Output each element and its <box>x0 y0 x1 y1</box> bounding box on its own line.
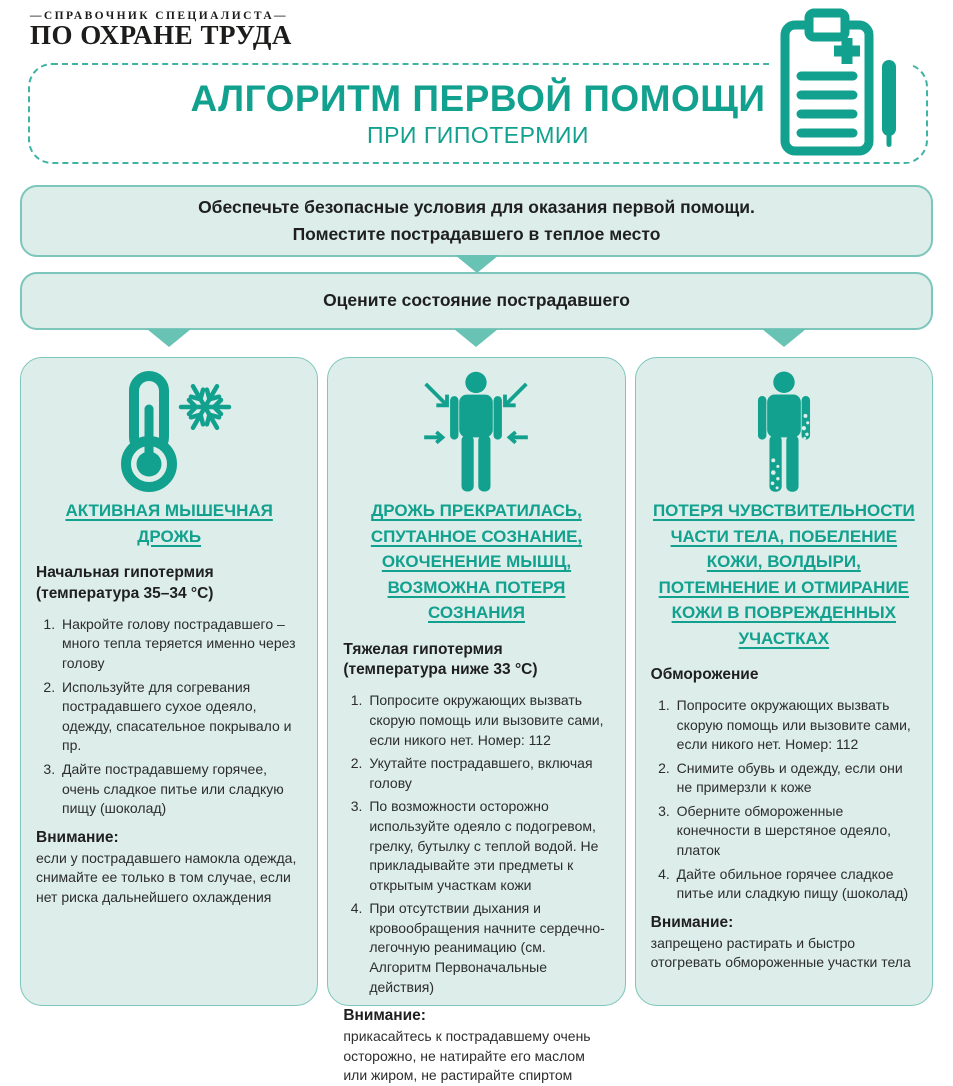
arrow-down-icon <box>762 329 806 347</box>
flow-step-safety <box>20 185 933 257</box>
steps-list <box>36 615 302 819</box>
step-item: 2. Укутайте пострадавшего, включая голову <box>366 754 609 793</box>
step-item: 2. Снимите обувь и одежду, если они не примерзли к коже <box>674 759 917 798</box>
flow-step-assess <box>20 272 933 330</box>
flow-step-assess-text: Оцените состояние пострадавшего <box>323 290 630 311</box>
page-subtitle: ПРИ ГИПОТЕРМИИ <box>367 122 589 149</box>
page-title: АЛГОРИТМ ПЕРВОЙ ПОМОЩИ <box>190 77 766 119</box>
step-item: 4. При отсутствии дыхания и кровообращения начните сердечно-легочную реанимацию (см. Алгоритм Первоначальные действия) <box>366 899 609 997</box>
condition-cards <box>20 357 933 1084</box>
flow-step-safety-line2: Поместите пострадавшего в теплое место <box>292 224 661 244</box>
publisher-logo <box>30 10 292 50</box>
arrow-down-icon <box>454 329 498 347</box>
card-frostbite <box>635 357 933 1006</box>
publisher-logo-line2: ПО ОХРАНЕ ТРУДА <box>30 20 292 50</box>
flow-step-safety-line1: Обеспечьте безопасные условия для оказания первой помощи. <box>198 196 755 217</box>
clipboard-medical-svg <box>777 8 905 160</box>
step-item: 4. Дайте обильное горячее сладкое питье или сладкую пищу (шоколад) <box>674 865 917 904</box>
clipboard-medical-icon <box>771 6 911 162</box>
card-severe-hypothermia <box>327 357 625 1084</box>
steps-list <box>651 696 917 904</box>
card-heading: ПОТЕРЯ ЧУВСТВИТЕЛЬНОСТИ ЧАСТИ ТЕЛА, ПОБЕЛЕНИЕ КОЖИ, ВОЛДЫРИ, ПОТЕМНЕНИЕ И ОТМИРАНИЕ КОЖИ В ПОВРЕЖДЕННЫХ УЧАСТКАХ <box>652 501 915 648</box>
steps-list <box>343 691 609 997</box>
arrow-down-icon <box>455 255 499 273</box>
arrow-down-icon <box>147 329 191 347</box>
attention-text: прикасайтесь к пострадавшему очень осторожно, не натирайте его маслом или жиром, не растирайте спиртом <box>343 1028 591 1084</box>
publisher-logo-line1: —СПРАВОЧНИК СПЕЦИАЛИСТА— <box>30 10 288 22</box>
card-subheading: Начальная гипотермия (температура 35–34 °C) <box>36 564 214 602</box>
attention-label: Внимание: <box>343 1007 426 1025</box>
step-item: 2. Используйте для согревания пострадавшего сухое одеяло, одежду, спасательное покрывало и пр. <box>59 678 302 756</box>
thermometer-snowflake-icon <box>36 370 302 494</box>
branch-arrows <box>20 329 933 347</box>
person-shivering-arrows-icon <box>343 370 609 494</box>
card-heading: ДРОЖЬ ПРЕКРАТИЛАСЬ, СПУТАННОЕ СОЗНАНИЕ, ОКОЧЕНЕНИЕ МЫШЦ, ВОЗМОЖНА ПОТЕРЯ СОЗНАНИЯ <box>370 501 583 622</box>
step-item: 3. По возможности осторожно используйте одеяло с подогревом, грелку, бутылку с теплой водой. Не прикладывайте эти предметы к открытым участкам кожи <box>366 797 609 895</box>
card-heading: АКТИВНАЯ МЫШЕЧНАЯ ДРОЖЬ <box>65 501 273 546</box>
step-item: 3. Дайте пострадавшему горячее, очень сладкое питье или сладкую пищу (шоколад) <box>59 760 302 819</box>
attention-text: запрещено растирать и быстро отогревать обмороженные участки тела <box>650 934 911 971</box>
card-mild-hypothermia <box>20 357 318 1006</box>
attention-label: Внимание: <box>36 828 119 846</box>
step-item: 1. Накройте голову пострадавшего – много тепла теряется именно через голову <box>59 615 302 674</box>
card-subheading: Тяжелая гипотермия (температура ниже 33 °C) <box>343 640 538 679</box>
attention-text: если у пострадавшего намокла одежда, снимайте ее только в том случае, если нет риска дальнейшего охлаждения <box>36 849 297 905</box>
step-item: 1. Попросите окружающих вызвать скорую помощь или вызовите сами, если никого нет. Номер: 112 <box>366 691 609 750</box>
step-item: 3. Оберните обмороженные конечности в шерстяное одеяло, платок <box>674 802 917 861</box>
person-frostbite-icon <box>651 370 917 494</box>
step-item: 1. Попросите окружающих вызвать скорую помощь или вызовите сами, если никого нет. Номер: 112 <box>674 696 917 755</box>
card-subheading: Обморожение <box>650 666 759 683</box>
attention-label: Внимание: <box>650 913 734 931</box>
